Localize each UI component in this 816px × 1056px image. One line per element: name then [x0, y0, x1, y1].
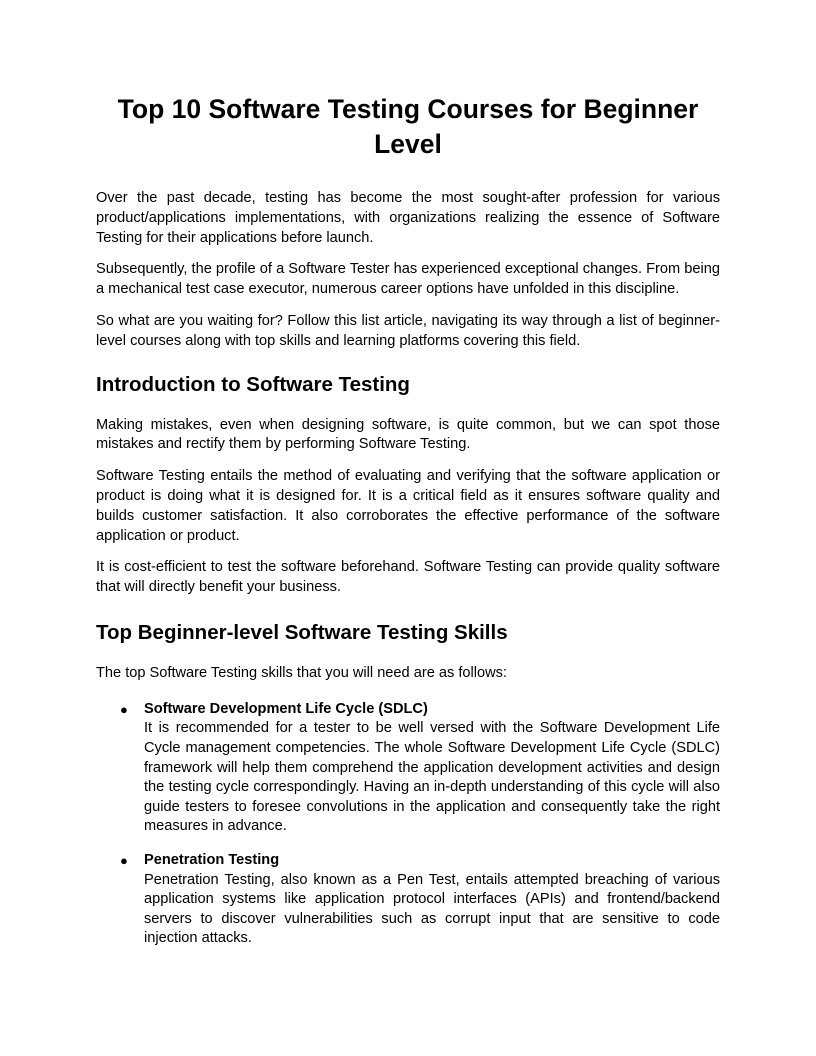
skills-list	[96, 700, 720, 949]
skill-description-penetration-testing: Penetration Testing, also known as a Pen Test, entails attempted breaching of various application systems like application protocol interfaces (APIs) and frontend/backend servers to discover vulnerabilities such as corrupt input that are sensitive to code injection attacks.	[144, 871, 720, 947]
list-item	[120, 700, 720, 837]
list-item	[120, 851, 720, 949]
intro-paragraph-3: So what are you waiting for? Follow this list article, navigating its way through a list of beginner-level courses along with top skills and learning platforms covering this field.	[96, 312, 720, 349]
introduction-paragraph-2: Software Testing entails the method of evaluating and verifying that the software application or product is doing what it is designed for. It is a critical field as it ensures software quality and builds customer satisfaction. It also corroborates the effective performance of the software application or product.	[96, 468, 720, 544]
section-heading-skills: Top Beginner-level Software Testing Skills	[96, 620, 508, 644]
introduction-paragraph-3: It is cost-efficient to test the software beforehand. Software Testing can provide quality software that will directly benefit your business.	[96, 559, 720, 596]
skill-title-sdlc: Software Development Life Cycle (SDLC)	[144, 700, 428, 717]
skill-title-penetration-testing: Penetration Testing	[144, 851, 280, 868]
bullet-icon: ●	[120, 701, 128, 717]
bullet-icon: ●	[120, 852, 128, 868]
skill-description-sdlc: It is recommended for a tester to be well versed with the Software Development Life Cycle management competencies. The whole Software Development Life Cycle (SDLC) framework will help them comprehend the application development activities and design the testing cycle correspondingly. Having an in-depth understanding of this cycle will also guide testers to foresee convolutions in the application and consequently take the right measures in advance.	[144, 720, 720, 835]
intro-paragraph-2: Subsequently, the profile of a Software Tester has experienced exceptional changes. From being a mechanical test case executor, numerous career options have unfolded in this discipline.	[96, 261, 720, 298]
document-title: Top 10 Software Testing Courses for Beginner Level	[117, 94, 699, 159]
skills-lead-paragraph: The top Software Testing skills that you will need are as follows:	[96, 664, 507, 681]
introduction-paragraph-1: Making mistakes, even when designing software, is quite common, but we can spot those mistakes and rectify them by performing Software Testing.	[96, 416, 720, 453]
section-heading-introduction: Introduction to Software Testing	[96, 372, 410, 396]
intro-paragraph-1: Over the past decade, testing has become the most sought-after profession for various product/applications implementations, with organizations realizing the essence of Software Testing for their applications before launch.	[96, 190, 720, 246]
